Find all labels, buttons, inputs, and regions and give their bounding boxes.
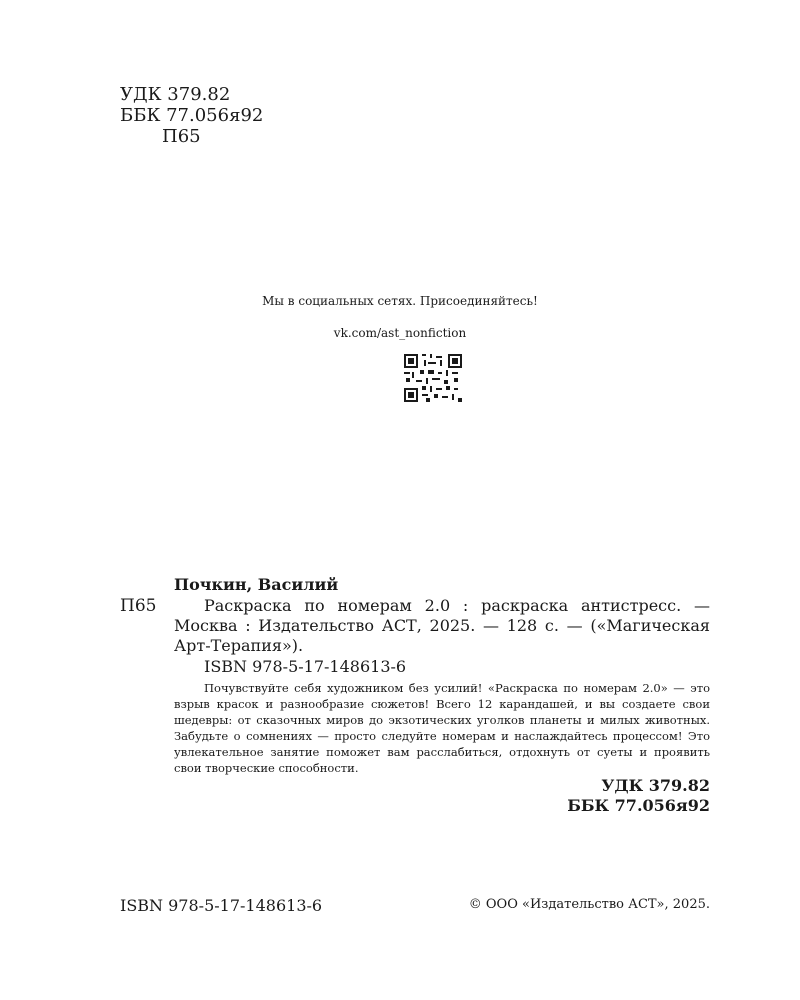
record-classification — [567, 776, 710, 816]
author-mark-record: П65 — [120, 596, 157, 616]
author-mark: П65 — [162, 126, 201, 147]
footer-isbn: ISBN 978-5-17-148613-6 — [120, 896, 323, 915]
record-isbn: ISBN 978-5-17-148613-6 — [204, 657, 407, 676]
author-name: Почкин, Василий — [174, 575, 339, 594]
copyright: © ООО «Издательство АСТ», 2025. — [468, 897, 710, 912]
bibliographic-description: Раскраска по номерам 2.0 : раскраска антистресс. — Москва : Издательство АСТ, 2025. — 128 с. — («Магическая Арт-Терапия»). — [174, 596, 710, 655]
bbk-code: ББК 77.056я92 — [120, 105, 264, 126]
top-classification — [120, 84, 263, 147]
qr-code-icon — [404, 354, 462, 402]
record-udk: УДК 379.82 — [601, 776, 710, 795]
udk-code: УДК 379.82 — [120, 84, 231, 105]
annotation: Почувствуйте себя художником без усилий! «Раскраска по номерам 2.0» — это взрыв красок и разнообразие сюжетов! Всего 12 карандашей, и вы создаете свои шедевры: от сказочных миров до экзотических уголков планеты и милых животных. Забудьте о сомнениях — просто следуйте номерам и наслаждайтесь процессом! Это увлекательное занятие поможет вам расслабиться, отдохнуть от суеты и проявить свои творческие способности. — [174, 681, 710, 775]
social-link[interactable]: vk.com/ast_nonfiction — [333, 326, 467, 340]
record-bbk: ББК 77.056я92 — [567, 796, 710, 815]
social-text: Мы в социальных сетях. Присоединяйтесь! — [262, 294, 538, 308]
